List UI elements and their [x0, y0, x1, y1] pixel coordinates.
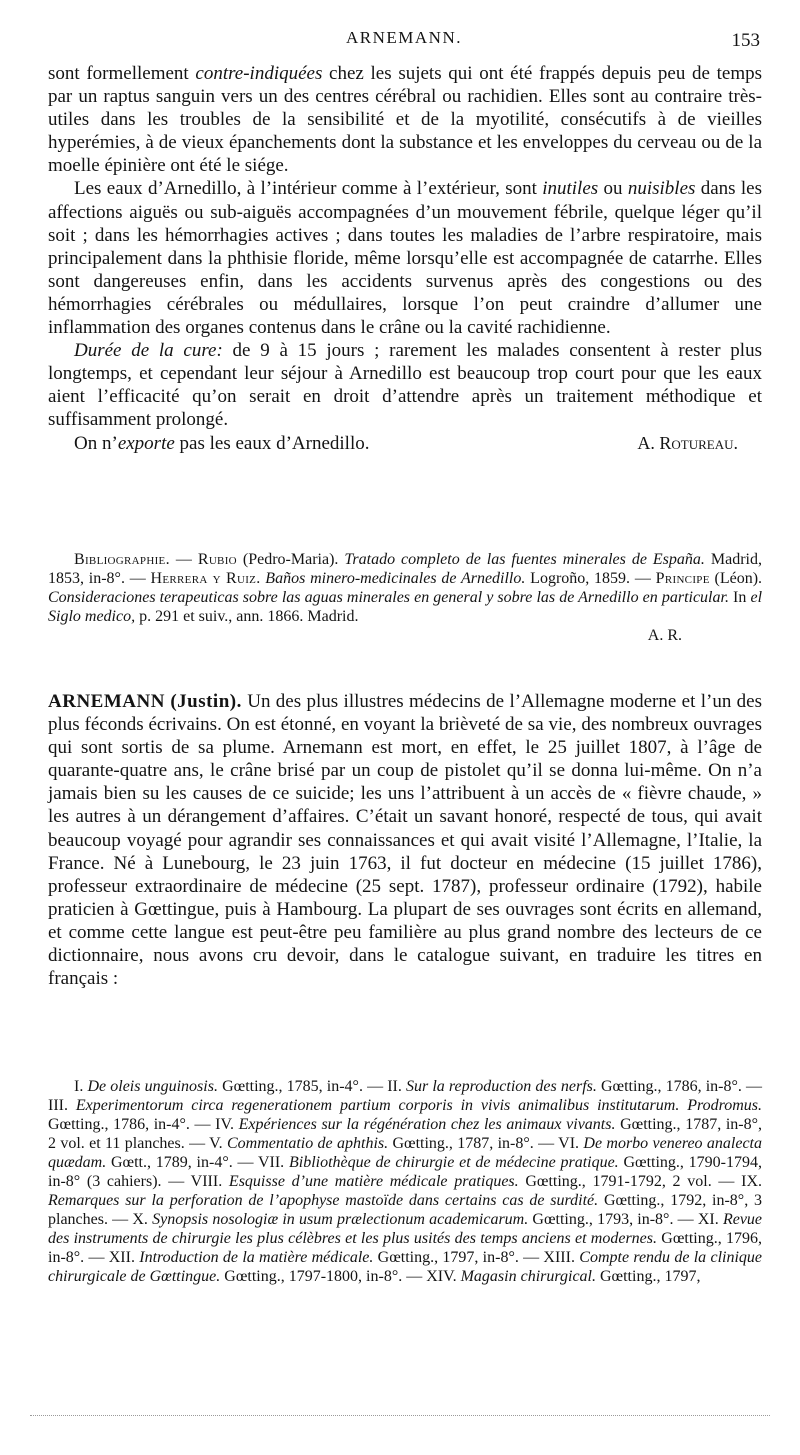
work-title: De oleis unguinosis. [87, 1078, 218, 1095]
work-title: Tratado completo de las fuentes minerales de España. [344, 551, 705, 568]
article-arnedillo-continuation [48, 62, 762, 455]
paragraph-contraindications [48, 177, 762, 339]
text-run: Gœtting., 1786, in-4°. — IV. [48, 1116, 239, 1133]
text-run: I. [74, 1078, 88, 1095]
text-run: In [728, 589, 751, 606]
text-run: Gœtting., 1797-1800, in-8°. — XIV. [220, 1268, 461, 1285]
work-title: Compte rendu de la clinique chirurgicale de Gœttingue. [48, 1249, 763, 1285]
text-run: Gœtt., 1789, in-4°. — VII. [106, 1154, 289, 1171]
text-run: Madrid, 1853, in-8°. — [48, 551, 762, 587]
work-title: Commentatio de aphthis. [226, 1135, 389, 1152]
emphasis-contre-indiquees: contre-indiquées [195, 63, 323, 84]
work-title: Experimentorum circa regenerationem partium corporis in vivis animalibus institutarum. Prodromus. [75, 1097, 763, 1114]
text-run: (Pedro-Maria). [236, 551, 345, 568]
running-title: ARNEMANN. [346, 28, 462, 47]
export-sentence [48, 432, 370, 455]
emphasis-duree-cure: Durée de la cure: [74, 340, 223, 362]
work-title: Bibliothèque de chirurgie et de médecine pratique. [288, 1154, 619, 1171]
text-run: — [169, 551, 198, 568]
catalogue-text [48, 1077, 762, 1286]
bibliography-signature: A. R. [647, 627, 682, 644]
text-run: Les eaux d’Arnedillo, à l’intérieur comme à l’extérieur, sont [74, 178, 543, 200]
author-signature: A. Rotureau. [637, 432, 738, 453]
article-arnemann [48, 690, 762, 990]
work-title: Introduction de la matière médicale. [139, 1249, 374, 1266]
text-run: Gœtting., 1797, [596, 1268, 701, 1285]
entry-headword: ARNEMANN [48, 691, 165, 712]
text-run: Gœtting., 1796, in-8°. — XII. [48, 1230, 763, 1266]
paragraph-arnemann-bio [48, 690, 762, 990]
paragraph-export [48, 432, 762, 455]
text-run: On n’ [74, 432, 118, 454]
text-run: Gœtting., 1797, in-8°. — XIII. [373, 1249, 580, 1266]
text-run: sont formellement [48, 63, 196, 84]
work-title: Expériences sur la régénération chez les animaux vivants. [238, 1116, 616, 1133]
work-title: Baños minero-medicinales de Arnedillo. [265, 570, 526, 587]
paragraph-indications [48, 62, 762, 177]
bibliography-text [48, 550, 762, 626]
text-run: Gœtting., 1786, in-8°. — III. [48, 1078, 763, 1114]
text-run: de 9 à 15 jours ; rarement les malades consentent à rester plus longtemps, et cependant leur séjour à Arnedillo est beaucoup trop court pour que les eaux aient l’efficacité qu’on serait en droit d’attendre après un traitement méthodique et suffisamment prolongé. [48, 340, 762, 431]
bibliography [48, 550, 762, 645]
text-run: p. 291 et suiv., ann. 1866. Madrid. [135, 608, 359, 625]
text-run: Gœtting., 1792, in-8°, 3 planches. — X. [48, 1192, 763, 1228]
text-run: (Léon). [709, 570, 763, 587]
text-run: Gœtting., 1791-1792, 2 vol. — IX. [518, 1173, 762, 1190]
work-title: Sur la reproduction des nerfs. [406, 1078, 597, 1095]
work-title: Consideraciones terapeuticas sobre las aguas minerales en general y sobre las de Arnedillo en particular. [48, 589, 729, 606]
page-number: 153 [731, 30, 760, 51]
work-title: Magasin chirurgical. [460, 1268, 596, 1285]
text-run: Un des plus illustres médecins de l’Allemagne moderne et l’un des plus féconds écrivains. On est étonné, en voyant la brièveté de sa vie, des nombreux ouvrages qui sont sortis de sa plume. Arnemann est mort, en effet, le 25 juillet 1807, à l’âge de quarante-quatre ans, le crâne brisé par un coup de pistolet qu’il se donna lui-même. On n’a jamais bien su les causes de ce suicide; les uns l’attribuent à un accès de « fièvre chaude, » les autres à un dérangement d’affaires. C’était un savant honoré, respecté de tous, qui avait beaucoup voyagé pour agrandir ses connaissances et qui avait visité l’Allemagne, l’Italie, la France. Né à Lunebourg, le 23 juin 1763, il fut docteur en médecine (15 juillet 1786), professeur extraordinaire de médecine (25 sept. 1787), professeur ordinaire (1792), habile praticien à Gœttingue, puis à Hambourg. La plupart de ses ouvrages sont écrits en allemand, et comme cette langue est peut-être peu familière au plus grand nombre des lecteurs de ce dictionnaire, nous avons cru devoir, dans le catalogue suivant, en traduire les titres en français : [48, 691, 763, 990]
author-name: Rubio [197, 551, 237, 568]
work-title: Synopsis nosologiæ in usum prælectionum academicarum. [152, 1211, 529, 1228]
text-run: chez les sujets qui ont été frappés depuis peu de temps par un raptus sanguin vers un des centres cérébral ou rachidien. Elles sont au contraire très-utiles dans les troubles de la sensibilité et de la myotilité, consécutifs à de vieilles hyperémies, à de vieux épanchements dont la substance et les enveloppes du cerveau ou de la moelle épinière ont été le siége. [48, 63, 762, 177]
work-title: Remarques sur la perforation de l’apophyse mastoïde dans certains cas de surdité. [48, 1192, 599, 1209]
text-run: Gœtting., 1787, in-8°, 2 vol. et 11 planches. — V. [48, 1116, 763, 1152]
text-run: Gœtting., 1785, in-4°. — II. [217, 1078, 406, 1095]
work-title: Revue des instruments de chirurgie les plus célèbres et les plus usités des temps anciens et modernes. [48, 1211, 763, 1247]
catalogue-of-works [48, 1077, 762, 1286]
emphasis-exporte: exporte [117, 432, 175, 454]
text-run: Gœtting., 1793, in-8°. — XI. [528, 1211, 723, 1228]
emphasis-nuisibles: nuisibles [627, 178, 696, 200]
bibliography-label: Bibliographie. [74, 551, 170, 568]
text-run: Gœtting., 1790-1794, in-8° (3 cahiers). — VIII. [48, 1154, 763, 1190]
emphasis-inutiles: inutiles [542, 178, 599, 200]
footer-rule [30, 1415, 770, 1416]
author-name: Herrera y Ruiz. [150, 570, 261, 587]
paragraph-duree-cure [48, 339, 762, 431]
work-title: Esquisse d’une matière médicale pratiques. [228, 1173, 519, 1190]
entry-first-name: (Justin). [170, 691, 242, 712]
author-name: Principe [655, 570, 710, 587]
work-title: De morbo venereo analecta quædam. [48, 1135, 762, 1171]
text-run: pas les eaux d’Arnedillo. [174, 432, 370, 454]
text-run: Logroño, 1859. — [525, 570, 656, 587]
text-run: dans les affections aiguës ou sub-aiguës accompagnées d’un mouvement fébrile, quelque léger qu’il soit ; dans les hémorrhagies actives ; dans toutes les maladies de l’arbre respiratoire, mais principalement dans la phthisie floride, même lorsqu’elle est accompagnée de catarrhe. Elles sont dangereuses enfin, dans les accidents survenus après des congestions ou des hémorrhagies cérébrales ou médullaires, lorsque l’on peut craindre d’allumer une inflammation des organes contenus dans le crâne ou la cavité rachidienne. [48, 178, 763, 339]
work-title: el Siglo medico, [48, 589, 763, 625]
text-run: Gœtting., 1787, in-8°. — VI. [388, 1135, 584, 1152]
text-run: ou [598, 178, 628, 200]
running-head [48, 28, 760, 52]
